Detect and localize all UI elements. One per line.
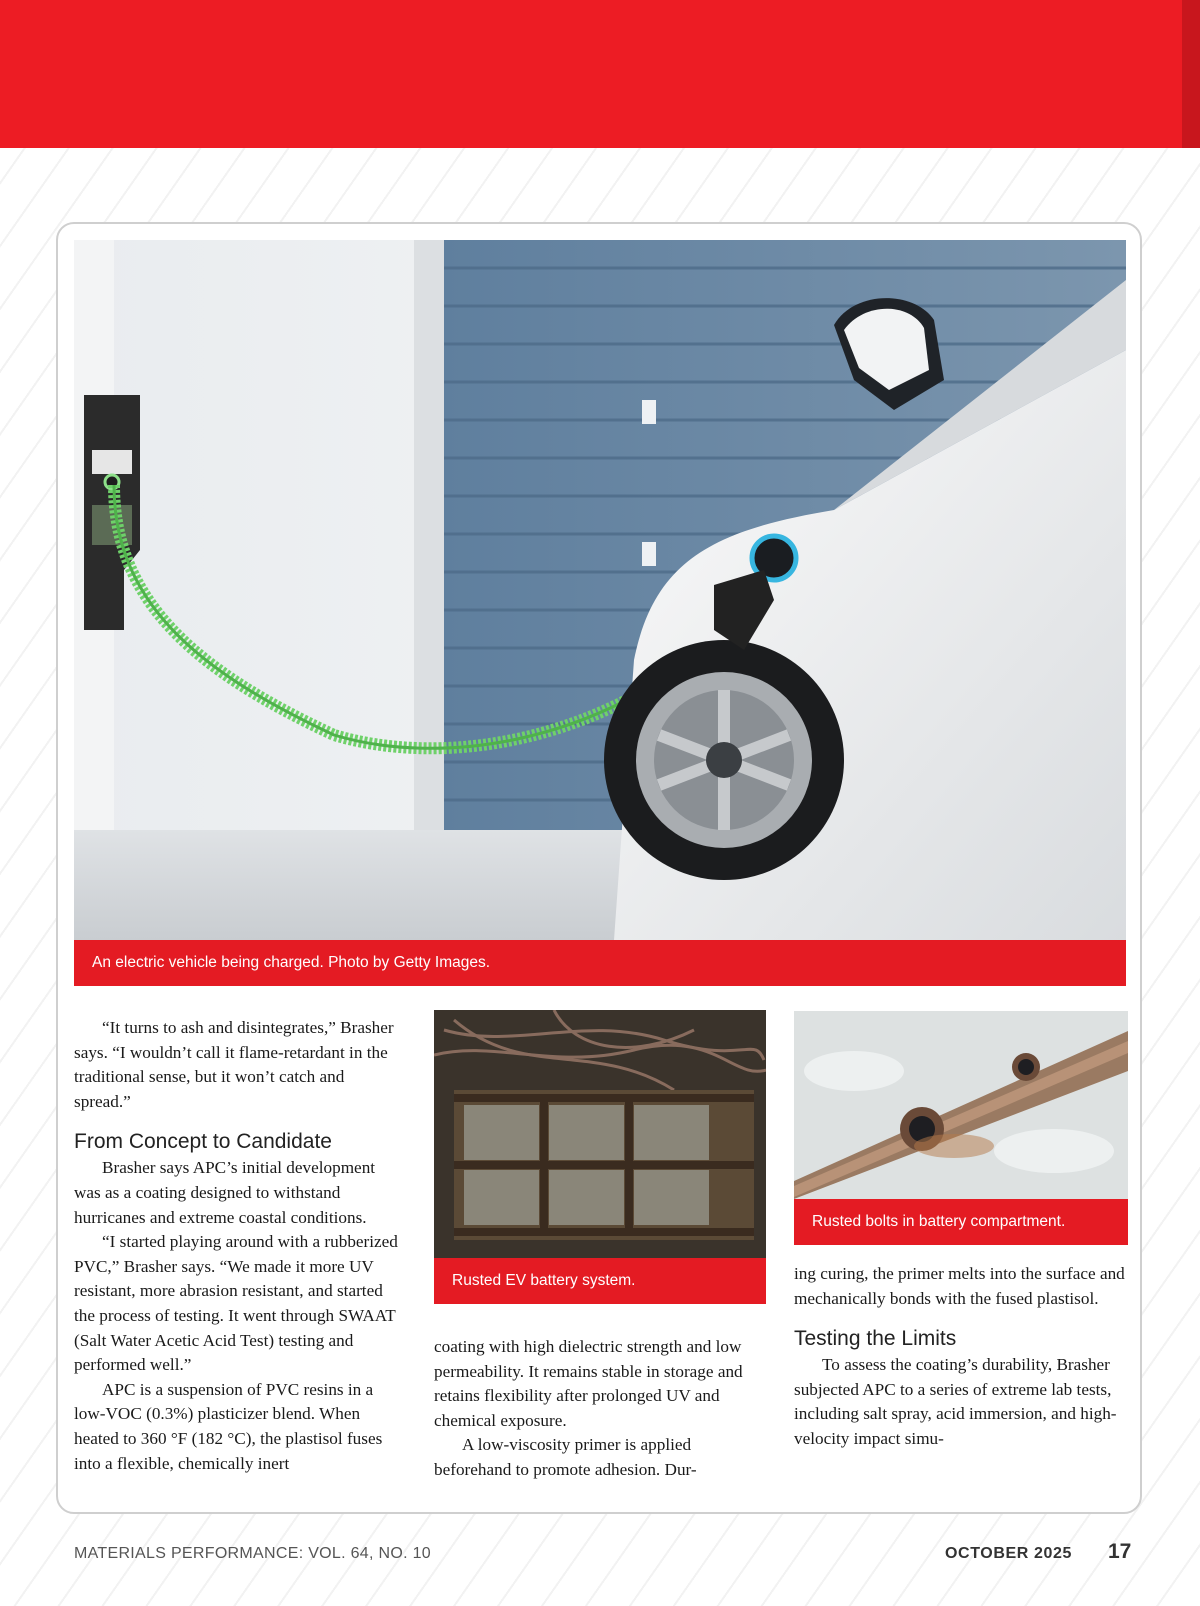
footer-publication: MATERIALS PERFORMANCE: VOL. 64, NO. 10 [74,1545,431,1562]
column-2 [434,1335,766,1483]
hero-photo-ev-charging [74,240,1126,940]
paragraph: ing curing, the primer melts into the surface and mechanically bonds with the fused plastisol. [794,1264,1125,1308]
paragraph: coating with high dielectric strength and low permeability. It remains stable in storage and retains flexibility after prolonged UV and chemical exposure. [434,1337,743,1430]
photo-rusted-bolts [794,1011,1128,1199]
paragraph: Brasher says APC’s initial development was as a coating designed to withstand hurricanes and extreme coastal conditions. [74,1158,376,1227]
paragraph: APC is a suspension of PVC resins in a low-VOC (0.3%) plasticizer blend. When heated to 360 °F (182 °C), the plastisol fuses into a flexible, chemically inert [74,1379,383,1473]
paragraph: “I started playing around with a rubberized PVC,” Brasher says. “We made it more UV resistant, more abrasion resistant, and started the process of testing. It went through SWAAT (Salt Water Acetic Acid Test) testing and performed well.” [74,1232,398,1375]
hero-photo-caption: An electric vehicle being charged. Photo by Getty Images. [74,940,1126,986]
paragraph: “It turns to ash and disintegrates,” Brasher says. “I wouldn’t call it flame-retardant in the traditional sense, but it won’t catch and spread.” [74,1018,394,1111]
column-1 [74,1016,404,1476]
photo-rusted-battery [434,1010,766,1258]
photo-caption-bolts: Rusted bolts in battery compartment. [794,1199,1128,1245]
paragraph: A low-viscosity primer is applied beforehand to promote adhesion. Dur- [434,1435,697,1479]
paragraph: To assess the coating’s durability, Brasher subjected APC to a series of extreme lab tests, including salt spray, acid immersion, and high-velocity impact simu- [794,1355,1117,1448]
section-heading-concept: From Concept to Candidate [74,1130,332,1154]
section-heading-testing: Testing the Limits [794,1327,957,1351]
footer-date: OCTOBER 2025 [945,1545,1072,1562]
header-band [0,0,1200,148]
column-3 [794,1262,1128,1452]
photo-caption-battery: Rusted EV battery system. [434,1258,766,1304]
page-number: 17 [1108,1540,1132,1563]
